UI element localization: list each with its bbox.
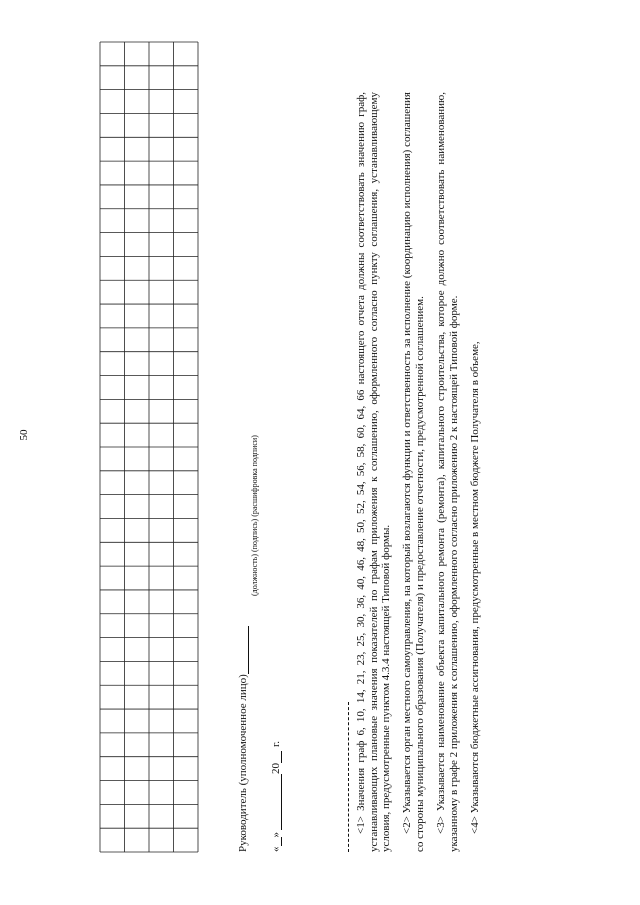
date-open-quote: « [270,846,282,852]
date-year: 20 [270,763,282,774]
date-suffix: г. [270,740,282,747]
rotated-content [128,92,608,852]
date-line [269,92,282,852]
signature-block [236,92,296,852]
date-month-blank [269,774,282,830]
footnote-2: <2> Указывается орган местного самоуправления, на который возлагаются функции и ответственность за исполнение (координацию исполнения) соглашения со стороны муниципального образования (Получателя) и предоставление отчетности, предусмотренной соглашением. [401,92,426,852]
footnote-4: <4> Указываются бюджетные ассигнования, предусмотренные в местном бюджете Получателя в объеме, [468,341,481,834]
date-close-quote: » [270,832,282,838]
date-year-blank [269,751,282,763]
footnotes [355,92,490,852]
date-day-blank [269,838,282,847]
signature-underline [236,626,249,674]
page-number: 50 [18,429,30,441]
footnote-1: <1> Значения граф 6, 10, 14, 21, 23, 25, 30, 36, 40, 46, 48, 50, 52, 54, 56, 58, 60, 64, 66 настоящего отчета должны соответствовать значению граф, устанавливающих плановые значения показателей по графам приложения к соглашению, оформленного согласно пункту соглашения, устанавливающему условия, предусмотренные пунктом 4.3.4 настоящей Типовой формы. [355,92,393,852]
footnote-3: <3> Указывается наименование объекта капитального ремонта (ремонта), капитального строительства, которое должно соответствовать наименованию, указанному в графе 2 приложения к соглашению, оформленного согласно приложению 2 к настоящей Типовой форме. [434,92,460,852]
footnote-separator [348,702,349,852]
signature-label: Руководитель (уполномоченное лицо) [237,674,249,852]
signature-caption: (должность) (подпись) (расшифровка подписи) [250,435,259,596]
